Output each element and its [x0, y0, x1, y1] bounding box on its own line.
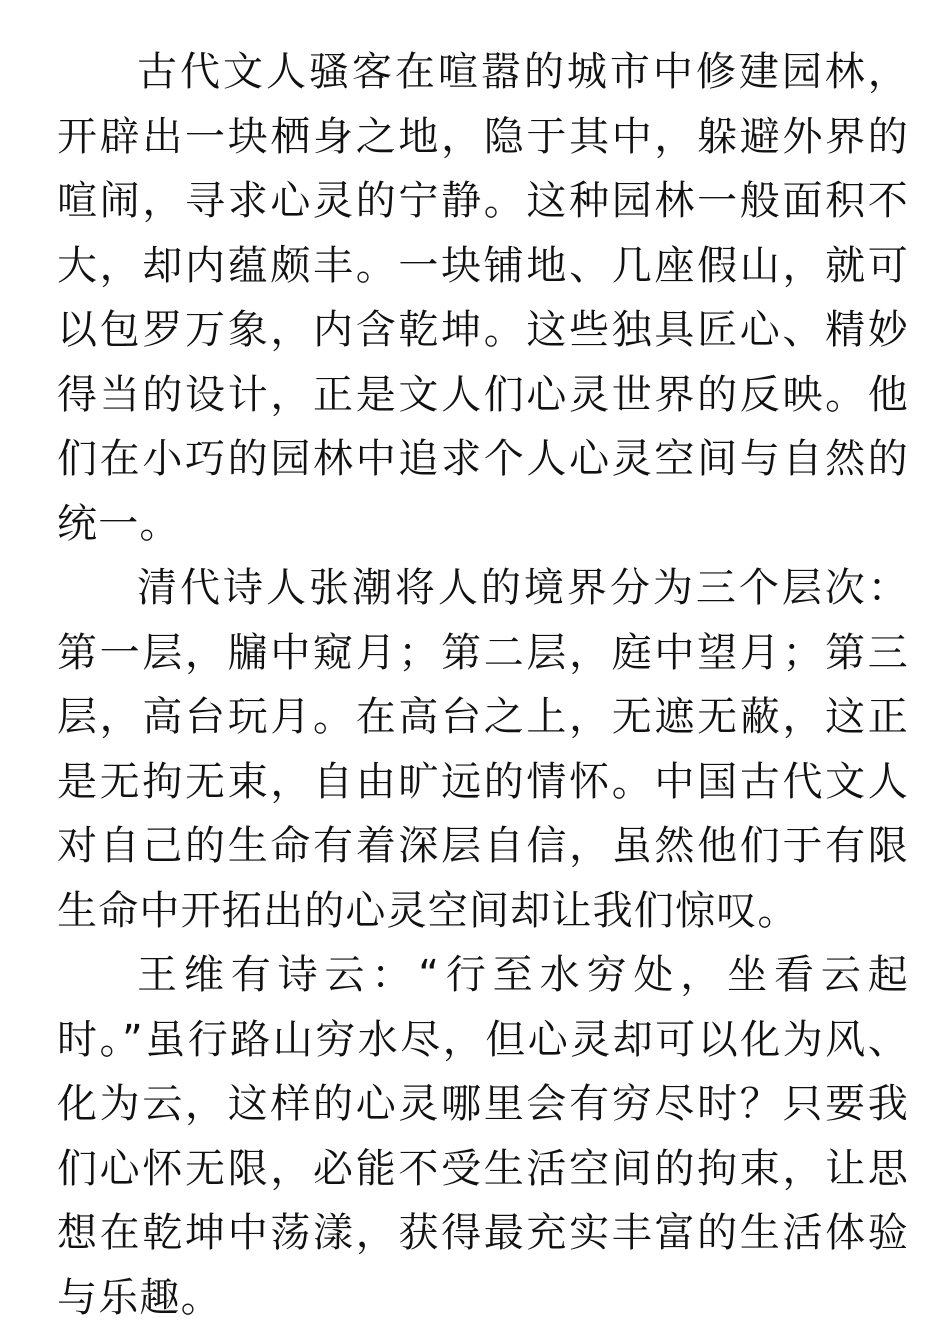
paragraph-3: 王维有诗云：“行至水穷处，坐看云起时。”虽行路山穷水尽，但心灵却可以化为风、化为云，这样的心灵哪里会有穷尽时？只要我们心怀无限，必能不受生活空间的拘束，让思想在乾坤中荡漾，获得最充实丰富的生活体验与乐趣。 — [57, 952, 909, 1321]
paragraph-1: 古代文人骚客在喧嚣的城市中修建园林，开辟出一块栖身之地，隐于其中，躲避外界的喧闹，寻求心灵的宁静。这种园林一般面积不大，却内蕴颇丰。一块铺地、几座假山，就可以包罗万象，内含乾坤。这些独具匠心、精妙得当的设计，正是文人们心灵世界的反映。他们在小巧的园林中追求个人心灵空间与自然的统一。 — [57, 49, 909, 547]
article-body — [57, 40, 909, 1330]
paragraph-2: 清代诗人张潮将人的境界分为三个层次：第一层，牖中窥月；第二层，庭中望月；第三层，高台玩月。在高台之上，无遮无蔽，这正是无拘无束，自由旷远的情怀。中国古代文人对自己的生命有着深层自信，虽然他们于有限生命中开拓出的心灵空间却让我们惊叹。 — [57, 565, 909, 934]
